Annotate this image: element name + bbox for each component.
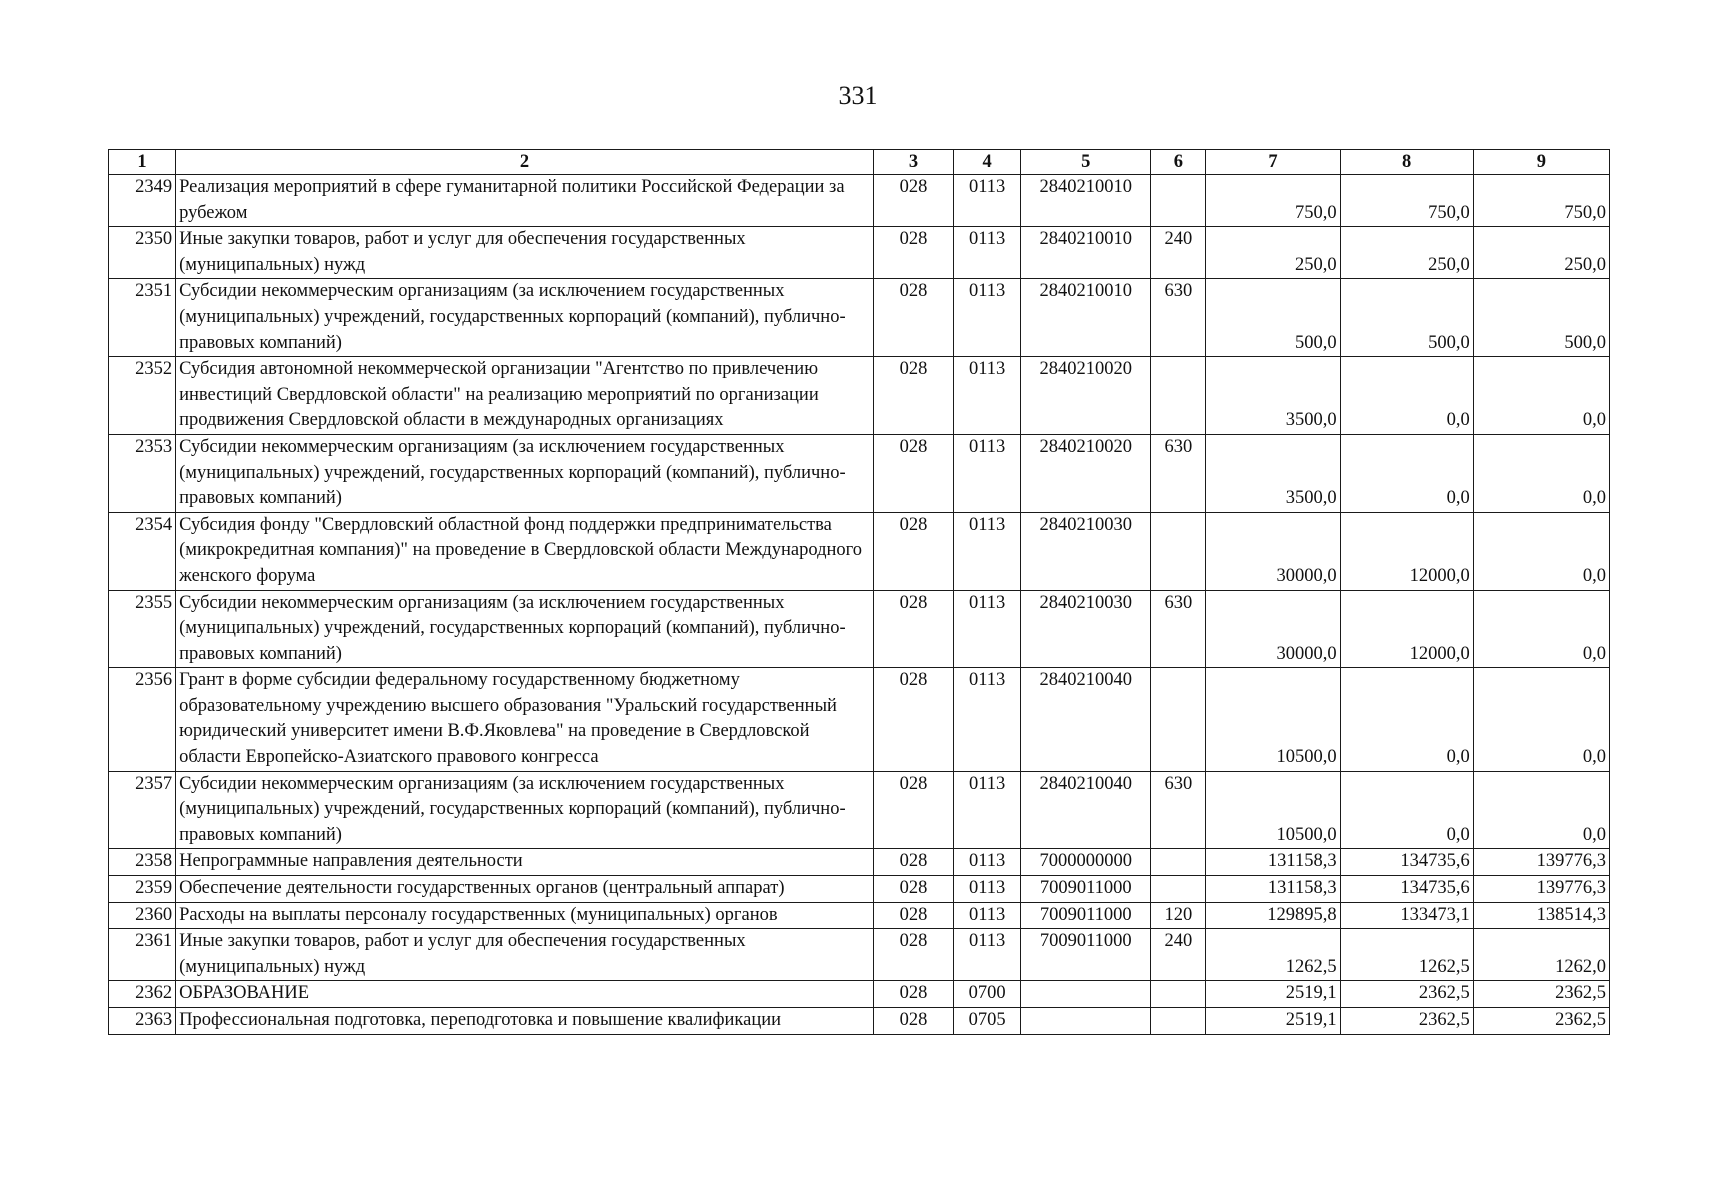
section-code: 0113 — [954, 434, 1021, 512]
section-code: 0113 — [954, 227, 1021, 279]
expense-type-code — [1151, 512, 1206, 590]
target-article-code: 2840210020 — [1021, 434, 1151, 512]
amount-col9: 0,0 — [1473, 668, 1609, 771]
amount-col7: 131158,3 — [1206, 849, 1340, 876]
section-code: 0113 — [954, 876, 1021, 903]
amount-col8: 1262,5 — [1340, 929, 1473, 981]
table-row — [109, 357, 1610, 435]
amount-col8: 250,0 — [1340, 227, 1473, 279]
amount-col8: 2362,5 — [1340, 981, 1473, 1008]
table-row — [109, 771, 1610, 849]
target-article-code: 7009011000 — [1021, 929, 1151, 981]
row-name: Реализация мероприятий в сфере гуманитарной политики Российской Федерации за рубежом — [176, 175, 874, 227]
amount-col9: 139776,3 — [1473, 849, 1609, 876]
row-name: Субсидия фонду "Свердловский областной фонд поддержки предпринимательства (микрокредитная компания)" на проведение в Свердловской области Международного женского форума — [176, 512, 874, 590]
amount-col9: 250,0 — [1473, 227, 1609, 279]
row-name: Субсидии некоммерческим организациям (за исключением государственных (муниципальных) учреждений, государственных корпораций (компаний), публично-правовых компаний) — [176, 279, 874, 357]
column-header: 4 — [954, 150, 1021, 175]
section-code: 0113 — [954, 849, 1021, 876]
amount-col7: 3500,0 — [1206, 357, 1340, 435]
amount-col7: 500,0 — [1206, 279, 1340, 357]
target-article-code — [1021, 1008, 1151, 1035]
table-row — [109, 902, 1610, 929]
row-name: Иные закупки товаров, работ и услуг для обеспечения государственных (муниципальных) нужд — [176, 227, 874, 279]
table-row — [109, 981, 1610, 1008]
table-row — [109, 929, 1610, 981]
table-header-row — [109, 150, 1610, 175]
target-article-code: 2840210040 — [1021, 668, 1151, 771]
row-number: 2362 — [109, 981, 176, 1008]
table-row — [109, 279, 1610, 357]
row-name: Субсидии некоммерческим организациям (за исключением государственных (муниципальных) учреждений, государственных корпораций (компаний), публично-правовых компаний) — [176, 434, 874, 512]
amount-col8: 500,0 — [1340, 279, 1473, 357]
expense-type-code — [1151, 357, 1206, 435]
target-article-code: 2840210010 — [1021, 227, 1151, 279]
column-header: 8 — [1340, 150, 1473, 175]
department-code: 028 — [874, 981, 954, 1008]
expense-type-code: 630 — [1151, 771, 1206, 849]
amount-col7: 2519,1 — [1206, 1008, 1340, 1035]
amount-col9: 138514,3 — [1473, 902, 1609, 929]
column-header: 3 — [874, 150, 954, 175]
amount-col8: 0,0 — [1340, 357, 1473, 435]
section-code: 0113 — [954, 590, 1021, 668]
row-name: Субсидия автономной некоммерческой организации "Агентство по привлечению инвестиций Свердловской области" на реализацию мероприятий по организации продвижения Свердловской области в международных организациях — [176, 357, 874, 435]
department-code: 028 — [874, 175, 954, 227]
column-header: 2 — [176, 150, 874, 175]
table-body — [109, 175, 1610, 1035]
column-header: 7 — [1206, 150, 1340, 175]
row-name: Обеспечение деятельности государственных органов (центральный аппарат) — [176, 876, 874, 903]
row-number: 2363 — [109, 1008, 176, 1035]
amount-col9: 139776,3 — [1473, 876, 1609, 903]
page-number: 331 — [838, 81, 878, 110]
expense-type-code — [1151, 981, 1206, 1008]
row-number: 2350 — [109, 227, 176, 279]
amount-col8: 0,0 — [1340, 771, 1473, 849]
amount-col9: 750,0 — [1473, 175, 1609, 227]
department-code: 028 — [874, 357, 954, 435]
target-article-code: 7000000000 — [1021, 849, 1151, 876]
department-code: 028 — [874, 668, 954, 771]
department-code: 028 — [874, 590, 954, 668]
amount-col9: 0,0 — [1473, 434, 1609, 512]
department-code: 028 — [874, 512, 954, 590]
expense-type-code: 240 — [1151, 227, 1206, 279]
expense-type-code: 240 — [1151, 929, 1206, 981]
budget-table — [108, 149, 1610, 1035]
target-article-code: 2840210020 — [1021, 357, 1151, 435]
section-code: 0113 — [954, 668, 1021, 771]
amount-col7: 129895,8 — [1206, 902, 1340, 929]
expense-type-code — [1151, 1008, 1206, 1035]
amount-col8: 133473,1 — [1340, 902, 1473, 929]
row-number: 2354 — [109, 512, 176, 590]
amount-col8: 2362,5 — [1340, 1008, 1473, 1035]
column-header: 9 — [1473, 150, 1609, 175]
row-number: 2355 — [109, 590, 176, 668]
amount-col8: 12000,0 — [1340, 512, 1473, 590]
section-code: 0113 — [954, 771, 1021, 849]
amount-col8: 0,0 — [1340, 434, 1473, 512]
department-code: 028 — [874, 849, 954, 876]
target-article-code: 2840210010 — [1021, 279, 1151, 357]
row-number: 2356 — [109, 668, 176, 771]
target-article-code: 2840210030 — [1021, 512, 1151, 590]
target-article-code: 2840210040 — [1021, 771, 1151, 849]
section-code: 0113 — [954, 175, 1021, 227]
row-number: 2357 — [109, 771, 176, 849]
row-name: Профессиональная подготовка, переподготовка и повышение квалификации — [176, 1008, 874, 1035]
expense-type-code: 630 — [1151, 434, 1206, 512]
section-code: 0113 — [954, 512, 1021, 590]
amount-col9: 2362,5 — [1473, 981, 1609, 1008]
amount-col9: 500,0 — [1473, 279, 1609, 357]
table-row — [109, 512, 1610, 590]
expense-type-code — [1151, 175, 1206, 227]
section-code: 0705 — [954, 1008, 1021, 1035]
amount-col7: 10500,0 — [1206, 668, 1340, 771]
department-code: 028 — [874, 771, 954, 849]
amount-col7: 3500,0 — [1206, 434, 1340, 512]
amount-col9: 0,0 — [1473, 590, 1609, 668]
row-name: ОБРАЗОВАНИЕ — [176, 981, 874, 1008]
amount-col7: 1262,5 — [1206, 929, 1340, 981]
expense-type-code: 120 — [1151, 902, 1206, 929]
table-row — [109, 590, 1610, 668]
row-name: Расходы на выплаты персоналу государственных (муниципальных) органов — [176, 902, 874, 929]
table-row — [109, 1008, 1610, 1035]
row-name: Грант в форме субсидии федеральному государственному бюджетному образовательному учреждению высшего образования "Уральский государственный юридический университет имени В.Ф.Яковлева" на проведение в Свердловской области Европейско-Азиатского правового конгресса — [176, 668, 874, 771]
table-row — [109, 175, 1610, 227]
amount-col7: 131158,3 — [1206, 876, 1340, 903]
target-article-code — [1021, 981, 1151, 1008]
amount-col7: 2519,1 — [1206, 981, 1340, 1008]
section-code: 0113 — [954, 279, 1021, 357]
amount-col9: 0,0 — [1473, 771, 1609, 849]
target-article-code: 7009011000 — [1021, 876, 1151, 903]
amount-col7: 30000,0 — [1206, 512, 1340, 590]
row-number: 2353 — [109, 434, 176, 512]
expense-type-code — [1151, 849, 1206, 876]
table-row — [109, 227, 1610, 279]
amount-col9: 2362,5 — [1473, 1008, 1609, 1035]
expense-type-code — [1151, 668, 1206, 771]
row-number: 2361 — [109, 929, 176, 981]
amount-col9: 0,0 — [1473, 512, 1609, 590]
target-article-code: 7009011000 — [1021, 902, 1151, 929]
target-article-code: 2840210030 — [1021, 590, 1151, 668]
amount-col8: 0,0 — [1340, 668, 1473, 771]
row-number: 2360 — [109, 902, 176, 929]
column-header: 6 — [1151, 150, 1206, 175]
amount-col8: 134735,6 — [1340, 876, 1473, 903]
department-code: 028 — [874, 279, 954, 357]
column-header: 5 — [1021, 150, 1151, 175]
row-name: Непрограммные направления деятельности — [176, 849, 874, 876]
amount-col8: 134735,6 — [1340, 849, 1473, 876]
section-code: 0113 — [954, 902, 1021, 929]
target-article-code: 2840210010 — [1021, 175, 1151, 227]
section-code: 0113 — [954, 929, 1021, 981]
department-code: 028 — [874, 929, 954, 981]
amount-col7: 10500,0 — [1206, 771, 1340, 849]
expense-type-code — [1151, 876, 1206, 903]
row-number: 2359 — [109, 876, 176, 903]
row-number: 2349 — [109, 175, 176, 227]
column-header: 1 — [109, 150, 176, 175]
row-number: 2351 — [109, 279, 176, 357]
amount-col9: 1262,0 — [1473, 929, 1609, 981]
department-code: 028 — [874, 902, 954, 929]
amount-col7: 250,0 — [1206, 227, 1340, 279]
row-name: Субсидии некоммерческим организациям (за исключением государственных (муниципальных) учреждений, государственных корпораций (компаний), публично-правовых компаний) — [176, 590, 874, 668]
row-name: Иные закупки товаров, работ и услуг для обеспечения государственных (муниципальных) нужд — [176, 929, 874, 981]
row-number: 2352 — [109, 357, 176, 435]
table-row — [109, 668, 1610, 771]
amount-col8: 750,0 — [1340, 175, 1473, 227]
section-code: 0700 — [954, 981, 1021, 1008]
expense-type-code: 630 — [1151, 279, 1206, 357]
row-number: 2358 — [109, 849, 176, 876]
department-code: 028 — [874, 227, 954, 279]
department-code: 028 — [874, 876, 954, 903]
table-row — [109, 849, 1610, 876]
amount-col7: 30000,0 — [1206, 590, 1340, 668]
department-code: 028 — [874, 1008, 954, 1035]
table-row — [109, 434, 1610, 512]
amount-col7: 750,0 — [1206, 175, 1340, 227]
section-code: 0113 — [954, 357, 1021, 435]
row-name: Субсидии некоммерческим организациям (за исключением государственных (муниципальных) учреждений, государственных корпораций (компаний), публично-правовых компаний) — [176, 771, 874, 849]
department-code: 028 — [874, 434, 954, 512]
table-row — [109, 876, 1610, 903]
expense-type-code: 630 — [1151, 590, 1206, 668]
amount-col8: 12000,0 — [1340, 590, 1473, 668]
amount-col9: 0,0 — [1473, 357, 1609, 435]
